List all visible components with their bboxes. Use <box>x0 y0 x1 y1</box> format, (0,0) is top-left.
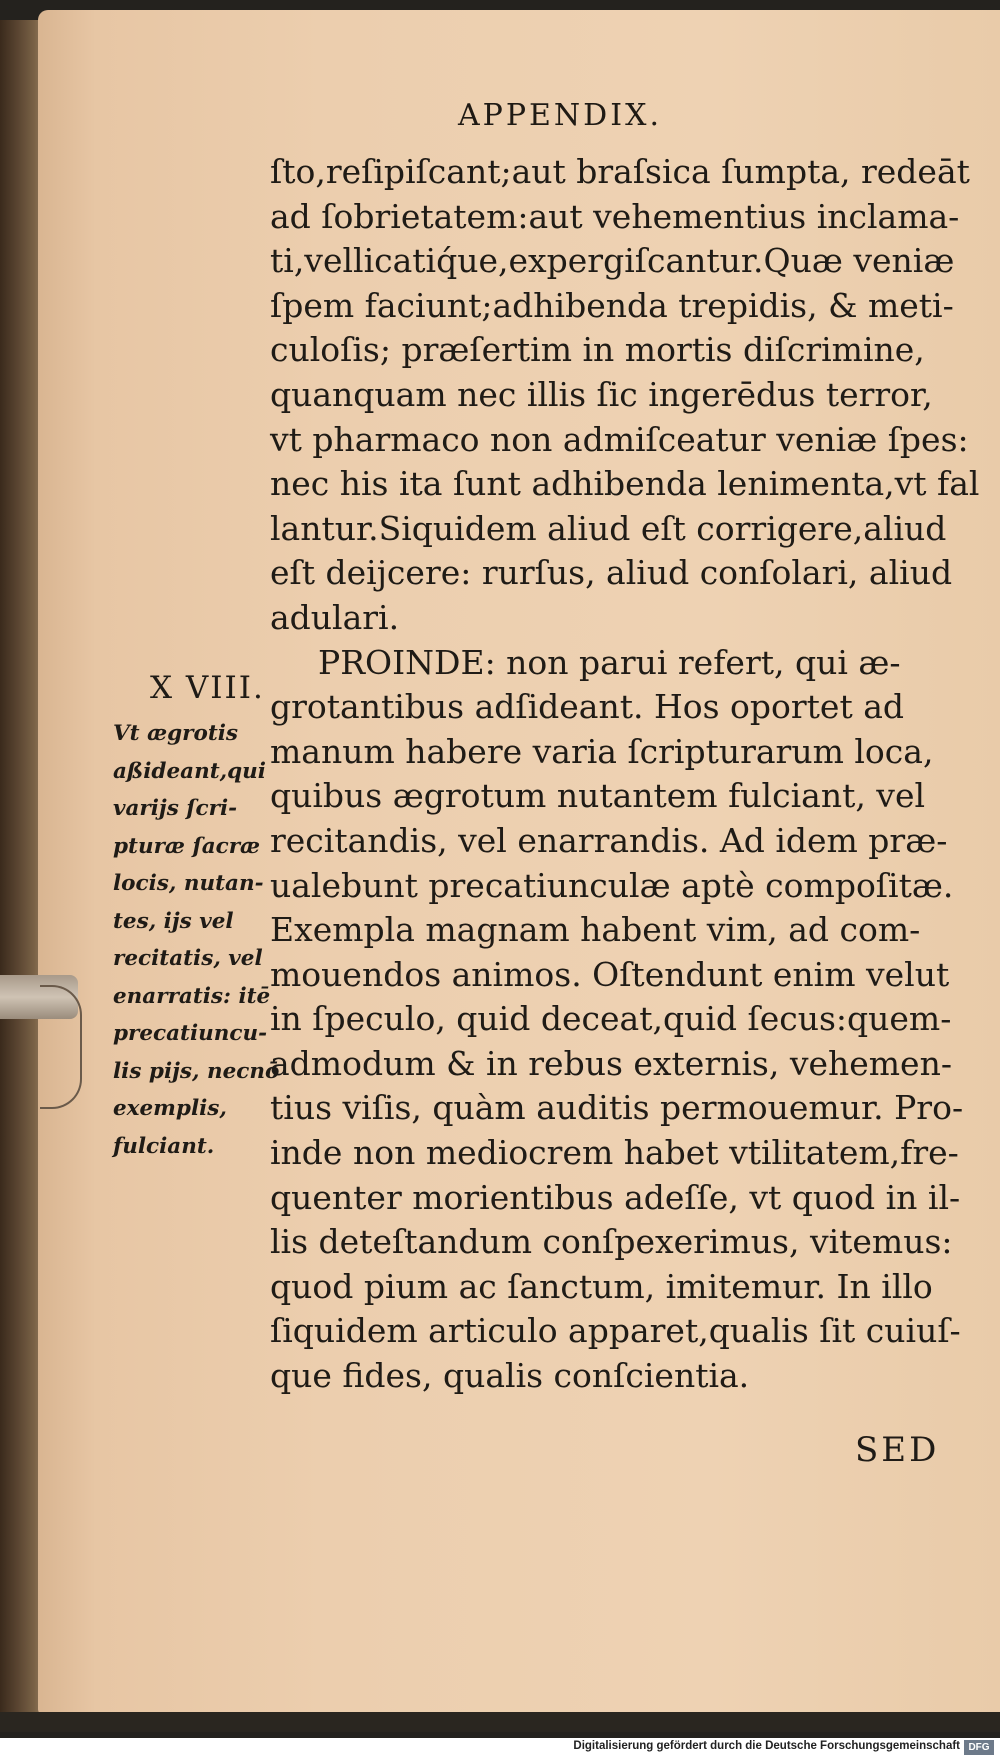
running-head: APPENDIX. <box>458 98 662 133</box>
text-line: quenter morientibus adeſſe, vt quod in il- <box>270 1177 961 1217</box>
main-text-block <box>270 150 980 1399</box>
text-line: ad ſobrietatem:aut vehementius inclama- <box>270 196 960 236</box>
text-line: admodum & in rebus externis, vehemen- <box>270 1043 952 1083</box>
text-line: quanquam nec illis ſic ingerēdus terror, <box>270 374 933 414</box>
text-line: inde non mediocrem habet vtilitatem,fre- <box>270 1133 959 1173</box>
margin-note-line: pturæ ſacræ <box>113 833 261 859</box>
text-line: lantur.Siquidem aliud eſt corrigere,aliud <box>270 508 947 548</box>
margin-note-line: recitatis, vel <box>113 946 263 971</box>
section-number: X VIII. <box>150 670 265 706</box>
text-line: ti,vellicatiq́ue,expergiſcantur.Quæ veniæ <box>270 241 955 281</box>
text-line: mouendos animos. Oſtendunt enim velut <box>270 954 950 994</box>
text-line: in ſpeculo, quid deceat,quid ſecus:quem- <box>270 999 952 1039</box>
margin-note <box>113 715 280 1165</box>
catchword: SED <box>855 1430 940 1470</box>
margin-note-line: varijs ſcri- <box>113 796 238 821</box>
text-line: manum habere varia ſcripturarum loca, <box>270 731 934 771</box>
text-line: recitandis, vel enarrandis. Ad idem præ- <box>270 820 948 860</box>
page-bottom-shadow <box>0 1712 1000 1732</box>
text-line: lis deteſtandum conſpexerimus, vitemus: <box>270 1222 953 1262</box>
text-line: ualebunt precatiunculæ aptè compoſitæ. <box>270 865 954 905</box>
margin-note-line: Vt ægrotis <box>113 721 239 746</box>
bookmark-ribbon <box>40 985 82 1109</box>
text-line: PROINDE: non parui refert, qui æ- <box>318 642 901 682</box>
text-line: ſiquidem articulo apparet,qualis ſit cuiuſ- <box>270 1311 961 1351</box>
text-line: adulari. <box>270 597 400 637</box>
margin-note-line: exemplis, <box>113 1096 227 1121</box>
margin-note-line: fulciant. <box>113 1133 215 1159</box>
margin-note-line: enarratis: itē <box>113 983 271 1009</box>
text-line: ſto,reſipiſcant;aut braſsica ſumpta, redeāt <box>270 152 970 191</box>
margin-note-line: locis, nutan- <box>113 871 264 896</box>
margin-note-line: tes, ijs vel <box>113 908 234 934</box>
margin-note-line: lis pijs, necnō <box>113 1058 280 1084</box>
text-line: Exempla magnam habent vim, ad com- <box>270 910 921 950</box>
text-line: nec his ita ſunt adhibenda lenimenta,vt fal <box>270 464 980 504</box>
text-line: tius viſis, quàm auditis permouemur. Pro- <box>270 1088 964 1128</box>
text-line: culoſis; præſertim in mortis diſcrimine, <box>270 330 925 370</box>
text-line: quod pium ac ſanctum, imitemur. In illo <box>270 1266 933 1306</box>
text-line: que fides, qualis conſcientia. <box>270 1356 750 1396</box>
text-line: eſt deijcere: rurſus, aliud conſolari, aliud <box>270 553 953 593</box>
dfg-logo: DFG <box>964 1740 994 1755</box>
text-line: grotantibus adſideant. Hos oportet ad <box>270 687 905 727</box>
digitization-credit: Digitalisierung gefördert durch die Deutsche Forschungsgemeinschaft <box>573 1740 960 1752</box>
text-line: quibus ægrotum nutantem fulciant, vel <box>270 776 926 816</box>
text-line: ſpem faciunt;adhibenda trepidis, & meti- <box>270 285 954 325</box>
text-line: vt pharmaco non admiſceatur veniæ ſpes: <box>270 419 969 459</box>
margin-note-line: aßideant,qui <box>113 758 266 784</box>
margin-note-line: precatiuncu- <box>113 1021 268 1046</box>
